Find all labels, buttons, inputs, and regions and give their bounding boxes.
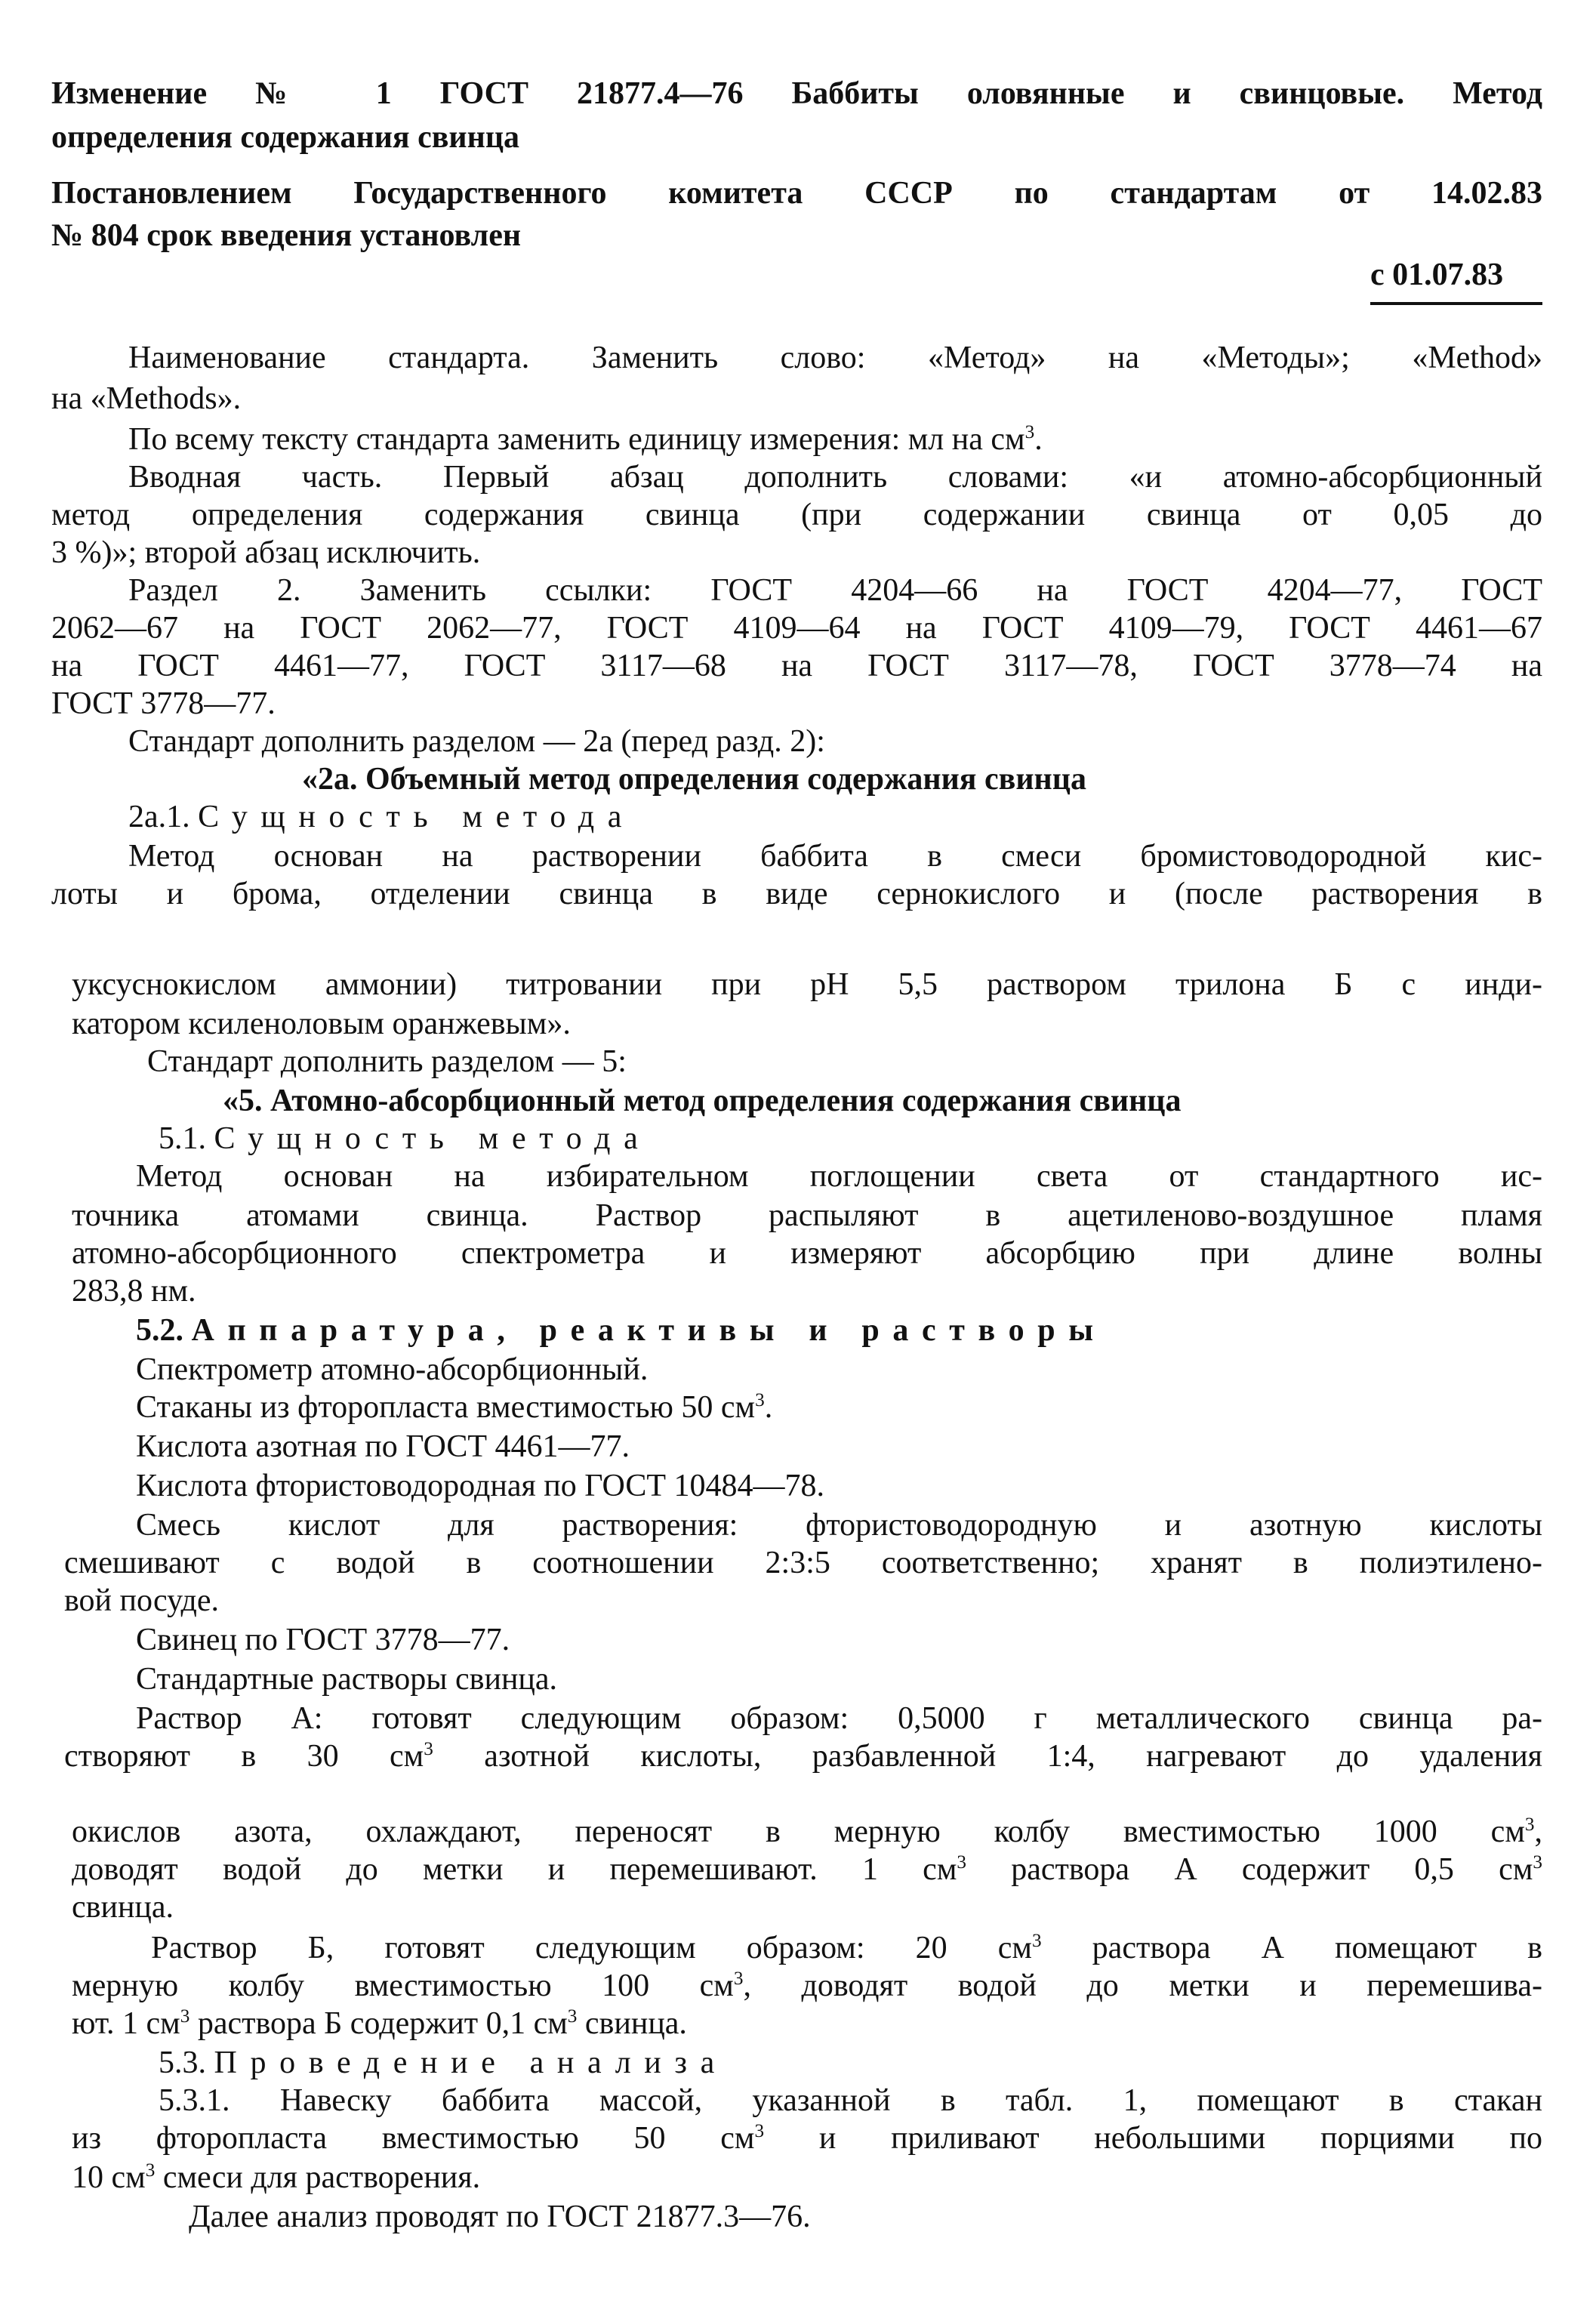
text-line: Метод основан на избирательном поглощении света от стандартного ис- [136,1159,1542,1194]
text-line: метод определения содержания свинца (при содержании свинца от 0,05 до [51,498,1542,532]
subsection-heading-2a1 [128,799,635,835]
text-fragment: азотной кислоты, разбавленной 1:4, нагревают до удаления [433,1739,1542,1774]
text-line: смешивают с водой в соотношении 2:3:5 соответственно; хранят в полиэтилено- [64,1546,1542,1580]
text-fragment: смеси для растворения. [155,2160,481,2195]
text-line [72,1814,1542,1850]
superscript-3: 3 [733,1968,744,1989]
text-line: Метод основан на растворении баббита в смеси бромистоводородной кис- [128,839,1542,874]
decree-line: № 804 срок введения установлен [51,218,522,253]
superscript-3: 3 [424,1739,433,1759]
text-fragment: ют. 1 см [72,2006,180,2041]
superscript-3: 3 [180,2006,190,2027]
effective-date-underline [1370,302,1542,305]
superscript-3: 3 [754,2121,765,2141]
text-line [72,2120,1542,2156]
text-fragment: свинца. [577,2006,687,2041]
text-line: Кислота азотная по ГОСТ 4461—77. [136,1429,630,1464]
document-title-line: определения содержания свинца [51,120,520,155]
text-fragment: . [764,1390,773,1425]
subsection-title: Сущность метода [214,1121,652,1156]
subsection-number: 5.2. [136,1313,183,1348]
superscript-3: 3 [145,2160,156,2181]
text-line [72,1851,1542,1888]
text-line [151,1930,1542,1966]
text-fragment: раствора А содержит 0,5 см [966,1852,1533,1887]
superscript-3: 3 [957,1852,966,1873]
superscript-3: 3 [567,2006,578,2027]
text-line: атомно-абсорбционного спектрометра и измеряют абсорбцию при длине волны [72,1236,1542,1271]
text-line: Спектрометр атомно-абсорбционный. [136,1352,649,1387]
text-line: 5.3.1. Навеску баббита массой, указанной в табл. 1, помещают в стакан [159,2083,1542,2118]
text-fragment: мерную колбу вместимостью 100 см [72,1968,734,2003]
subsection-number: 2а.1. [128,800,190,834]
text-line: Вводная часть. Первый абзац дополнить словами: «и атомно-абсорбционный [128,460,1542,495]
text-line: уксуснокислом аммонии) титровании при рН 5,5 раствором трилона Б с инди- [72,967,1542,1002]
text-line: точника атомами свинца. Раствор распыляют в ацетиленово-воздушное пламя [72,1198,1542,1233]
text-line: Стандарт дополнить разделом — 2а (перед разд. 2): [128,724,825,759]
text-line: Раствор А: готовят следующим образом: 0,5000 г металлического свинца ра- [136,1701,1542,1736]
text-fragment: окислов азота, охлаждают, переносят в мерную колбу вместимостью 1000 см [72,1814,1525,1849]
text-fragment: 10 см [72,2160,146,2195]
superscript-3: 3 [1024,422,1035,442]
subsection-heading-5-2 [136,1312,1107,1349]
text-line: на ГОСТ 4461—77, ГОСТ 3117—68 на ГОСТ 3117—78, ГОСТ 3778—74 на [51,649,1542,683]
decree-line: Постановлением Государственного комитета СССР по стандартам от 14.02.83 [51,176,1542,211]
text-line: Стандарт дополнить разделом — 5: [147,1044,627,1079]
text-line [64,1738,1542,1774]
text-line: вой посуде. [64,1583,219,1618]
text-line: Раздел 2. Заменить ссылки: ГОСТ 4204—66 на ГОСТ 4204—77, ГОСТ [128,573,1542,608]
text-line: Свинец по ГОСТ 3778—77. [136,1623,510,1657]
text-fragment: раствора А помещают в [1041,1931,1543,1965]
superscript-3: 3 [755,1390,765,1410]
text-line: Наименование стандарта. Заменить слово: «Метод» на «Методы»; «Method» [128,341,1542,375]
text-line: 3 %)»; второй абзац исключить. [51,535,481,570]
text-line [72,1968,1542,2004]
text-line: Кислота фтористоводородная по ГОСТ 10484—78. [136,1469,825,1503]
text-line: Далее анализ проводят по ГОСТ 21877.3—76. [189,2200,811,2234]
text-fragment: Стаканы из фторопласта вместимостью 50 см [136,1390,756,1425]
text-line: лоты и брома, отделении свинца в виде сернокислого и (после растворения в [51,877,1542,911]
text-line: 283,8 нм. [72,1274,196,1309]
text-fragment: из фторопласта вместимостью 50 см [72,2121,755,2156]
subsection-title: Сущность метода [198,800,636,834]
subsection-heading-5-1 [159,1121,651,1157]
text-fragment: и приливают небольшими порциями по [764,2121,1542,2156]
text-fragment: доводят водой до метки и перемешивают. 1 см [72,1852,957,1887]
document-title-line: Изменение № 1 ГОСТ 21877.4—76 Баббиты оловянные и свинцовые. Метод [51,76,1542,111]
text-line: на «Methods». [51,381,242,416]
text-line: Смесь кислот для растворения: фтористоводородную и азотную кислоты [136,1508,1542,1543]
text-fragment: Раствор Б, готовят следующим образом: 20 см [151,1931,1032,1965]
text-line: свинца. [72,1890,174,1925]
text-line [72,2005,687,2042]
superscript-3: 3 [1031,1931,1042,1951]
text-fragment: По всему тексту стандарта заменить единицу измерения: мл на см [128,422,1025,457]
text-line [72,2159,480,2196]
text-line: катором ксиленоловым оранжевым». [72,1007,571,1041]
text-line [128,421,1043,458]
text-fragment: , доводят водой до метки и перемешива- [743,1968,1542,2003]
text-fragment: , [1534,1814,1542,1849]
text-line [136,1389,772,1426]
text-fragment: . [1034,422,1043,457]
section-heading-5: «5. Атомно-абсорбционный метод определения содержания свинца [223,1084,1182,1118]
text-line: ГОСТ 3778—77. [51,686,276,721]
subsection-number: 5.3. [159,2045,206,2080]
text-fragment: створяют в 30 см [64,1739,424,1774]
subsection-title: Аппаратура, реактивы и растворы [191,1313,1107,1348]
text-line: 2062—67 на ГОСТ 2062—77, ГОСТ 4109—64 на ГОСТ 4109—79, ГОСТ 4461—67 [51,611,1542,646]
text-fragment: раствора Б содержит 0,1 см [189,2006,568,2041]
subsection-heading-5-3 [159,2045,728,2081]
superscript-3: 3 [1524,1814,1535,1835]
subsection-number: 5.1. [159,1121,206,1156]
text-line: Стандартные растворы свинца. [136,1662,558,1697]
effective-date: с 01.07.83 [1370,257,1504,292]
subsection-title: Проведение анализа [214,2045,728,2080]
section-heading-2a: «2а. Объемный метод определения содержания свинца [302,762,1086,797]
superscript-3: 3 [1533,1852,1542,1873]
